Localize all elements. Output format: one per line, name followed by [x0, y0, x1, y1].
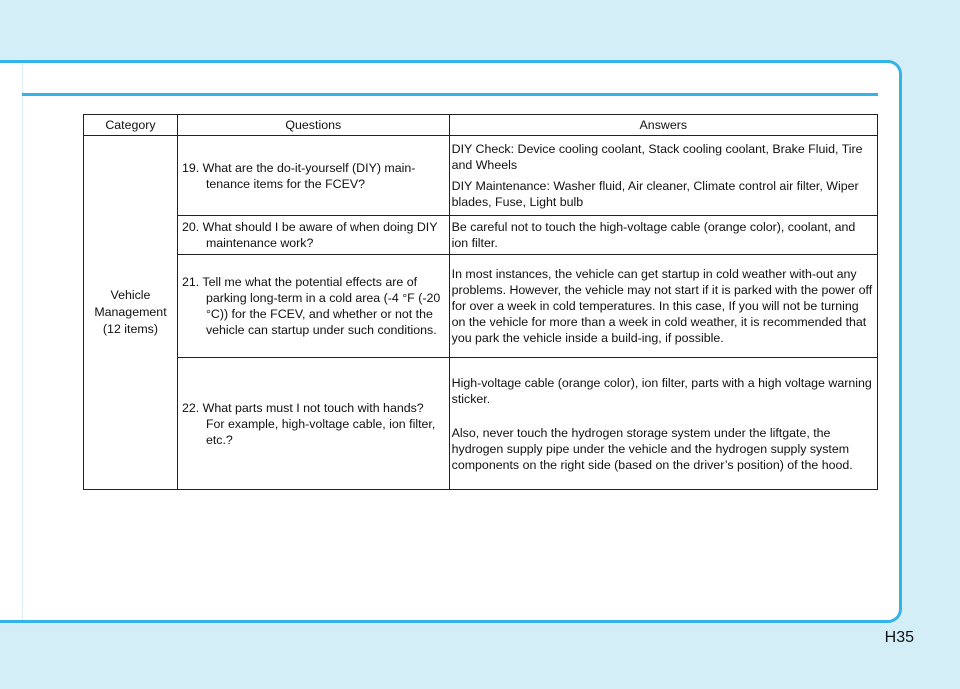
header-answers: Answers: [449, 115, 877, 136]
header-questions: Questions: [177, 115, 449, 136]
answer-cell: [449, 136, 877, 216]
table-row: [84, 136, 878, 216]
table-row: [84, 255, 878, 358]
question-cell: [177, 136, 449, 216]
category-line: Vehicle: [110, 288, 151, 302]
answer-text: Be careful not to touch the high-voltage cable (orange color), coolant, and ion filter.: [451, 220, 856, 250]
answer-text: Also, never touch the hydrogen storage system under the liftgate, the hydrogen supply pipe under the vehicle and the hydrogen supply system components on the right side (based on the driver’s position) of the hood.: [451, 425, 853, 472]
question-text: 19. What are the do-it-yourself (DIY) main-tenance items for the FCEV?: [181, 160, 416, 191]
question-cell: [177, 358, 449, 490]
question-cell: [177, 216, 449, 255]
category-count: (12 items): [102, 322, 159, 336]
table-row: [84, 358, 878, 490]
answer-cell: [449, 255, 877, 358]
answer-text: In most instances, the vehicle can get startup in cold weather with-out any problems. However, the vehicle may not start if it is parked with the power off for over a week in cold temperatures. In this case, If you will not be turning on the vehicle for more than a week in cold weather, it is recommended that you park the vehicle inside a build-ing, if possible.: [451, 267, 873, 345]
answer-text: High-voltage cable (orange color), ion filter, parts with a high voltage warning sticker.: [451, 375, 872, 406]
table-header-row: [84, 115, 878, 136]
category-line: Management: [94, 305, 167, 319]
table-row: [84, 216, 878, 255]
margin-line: [22, 63, 23, 620]
qa-table: [83, 114, 878, 490]
answer-cell: [449, 216, 877, 255]
question-text: 20. What should I be aware of when doing DIY maintenance work?: [181, 220, 438, 250]
answer-cell: [449, 358, 877, 490]
question-cell: [177, 255, 449, 358]
page-number: H35: [884, 629, 914, 646]
question-text: 22. What parts must I not touch with hands? For example, high-voltage cable, ion filter, etc.?: [181, 400, 436, 447]
header-rule: [22, 93, 878, 96]
answer-text: DIY Check: Device cooling coolant, Stack cooling coolant, Brake Fluid, Tire and Wheels: [451, 142, 863, 172]
category-cell: [84, 136, 178, 490]
question-text: 21. Tell me what the potential effects are of parking long-term in a cold area (-4 °F (-20 °C)) for the FCEV, and whether or not the vehicle can startup under such conditions.: [181, 275, 441, 337]
answer-text: DIY Maintenance: Washer fluid, Air cleaner, Climate control air filter, Wiper blades, Fuse, Light bulb: [451, 179, 859, 209]
header-category: Category: [84, 115, 178, 136]
